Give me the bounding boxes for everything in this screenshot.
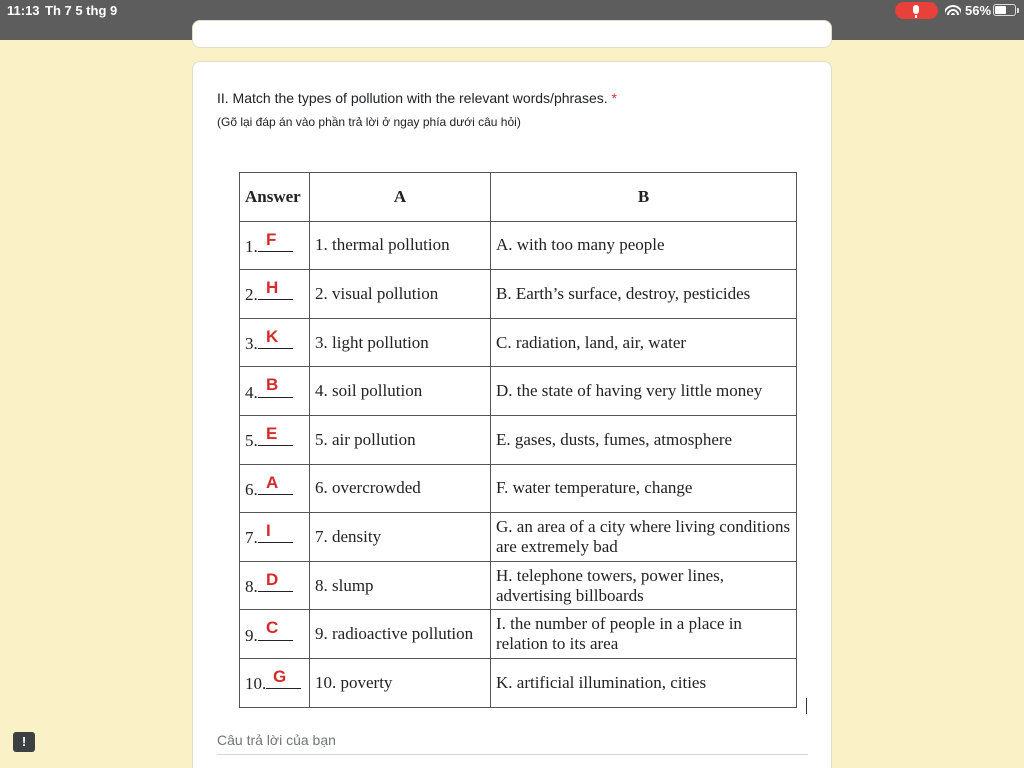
answer-letter: A — [266, 472, 279, 492]
table-row — [240, 318, 797, 367]
text-cursor — [806, 698, 807, 714]
answer-input[interactable] — [217, 732, 808, 755]
column-a-cell: 8. slump — [310, 561, 491, 610]
question-card — [192, 61, 832, 768]
column-b-cell: I. the number of people in a place in relation to its area — [491, 610, 797, 659]
answer-letter: F — [266, 229, 277, 249]
header-answer: Answer — [240, 173, 310, 222]
answer-number: 6. — [245, 479, 258, 499]
column-b-cell: A. with too many people — [491, 221, 797, 270]
table-row — [240, 561, 797, 610]
column-b-cell: K. artificial illumination, cities — [491, 658, 797, 707]
answer-letter: G — [273, 666, 287, 686]
answer-letter: B — [266, 375, 279, 395]
column-a-cell: 10. poverty — [310, 658, 491, 707]
answer-cell — [240, 658, 310, 707]
column-a-cell: 2. visual pollution — [310, 270, 491, 319]
answer-letter: C — [266, 618, 279, 638]
mic-indicator — [895, 2, 938, 19]
wifi-icon — [945, 4, 961, 15]
column-a-cell: 6. overcrowded — [310, 464, 491, 513]
table-row — [240, 270, 797, 319]
answer-cell — [240, 367, 310, 416]
table-row — [240, 513, 797, 562]
column-b-cell: B. Earth’s surface, destroy, pesticides — [491, 270, 797, 319]
question-description: (Gõ lại đáp án vào phần trả lời ở ngay phía dưới câu hỏi) — [217, 115, 521, 129]
answer-cell — [240, 415, 310, 464]
answer-cell — [240, 221, 310, 270]
column-a-cell: 3. light pollution — [310, 318, 491, 367]
table-row — [240, 610, 797, 659]
column-a-cell: 5. air pollution — [310, 415, 491, 464]
answer-number: 2. — [245, 285, 258, 305]
answer-letter: H — [266, 278, 279, 298]
table-row — [240, 367, 797, 416]
table-row — [240, 221, 797, 270]
column-a-cell: 7. density — [310, 513, 491, 562]
column-a-cell: 1. thermal pollution — [310, 221, 491, 270]
column-b-cell: D. the state of having very little money — [491, 367, 797, 416]
table-row — [240, 658, 797, 707]
battery-fill — [995, 6, 1006, 14]
answer-cell — [240, 610, 310, 659]
answer-cell — [240, 318, 310, 367]
answer-number: 9. — [245, 625, 258, 645]
answer-number: 1. — [245, 236, 258, 256]
required-marker: * — [611, 90, 617, 106]
answer-cell — [240, 513, 310, 562]
question-title — [217, 90, 617, 106]
answer-blank — [258, 525, 293, 543]
answer-number: 10. — [245, 674, 267, 694]
answer-number: 3. — [245, 334, 258, 354]
question-text: II. Match the types of pollution with the relevant words/phrases. — [217, 90, 608, 106]
answer-letter: K — [266, 326, 279, 346]
column-b-cell: H. telephone towers, power lines, advertising billboards — [491, 561, 797, 610]
answer-letter: D — [266, 569, 279, 589]
column-b-cell: F. water temperature, change — [491, 464, 797, 513]
header-b: B — [491, 173, 797, 222]
column-b-cell: C. radiation, land, air, water — [491, 318, 797, 367]
feedback-icon[interactable]: ! — [13, 732, 35, 752]
answer-letter: I — [266, 521, 271, 541]
battery-percent: 56% — [965, 3, 992, 18]
table-header-row — [240, 173, 797, 222]
column-a-cell: 9. radioactive pollution — [310, 610, 491, 659]
answer-number: 4. — [245, 382, 258, 402]
answer-number: 7. — [245, 528, 258, 548]
answer-number: 8. — [245, 577, 258, 597]
status-date: Th 7 5 thg 9 — [45, 3, 118, 18]
header-a: A — [310, 173, 491, 222]
answer-cell — [240, 464, 310, 513]
battery-icon — [993, 4, 1016, 16]
matching-table — [239, 172, 797, 708]
answer-cell — [240, 270, 310, 319]
answer-cell — [240, 561, 310, 610]
column-b-cell: E. gases, dusts, fumes, atmosphere — [491, 415, 797, 464]
column-b-cell: G. an area of a city where living conditions are extremely bad — [491, 513, 797, 562]
table-row — [240, 415, 797, 464]
answer-number: 5. — [245, 431, 258, 451]
mic-icon — [913, 5, 919, 14]
column-a-cell: 4. soil pollution — [310, 367, 491, 416]
answer-letter: E — [266, 423, 278, 443]
previous-question-card — [192, 20, 832, 48]
status-time: 11:13 — [7, 3, 40, 18]
table-row — [240, 464, 797, 513]
